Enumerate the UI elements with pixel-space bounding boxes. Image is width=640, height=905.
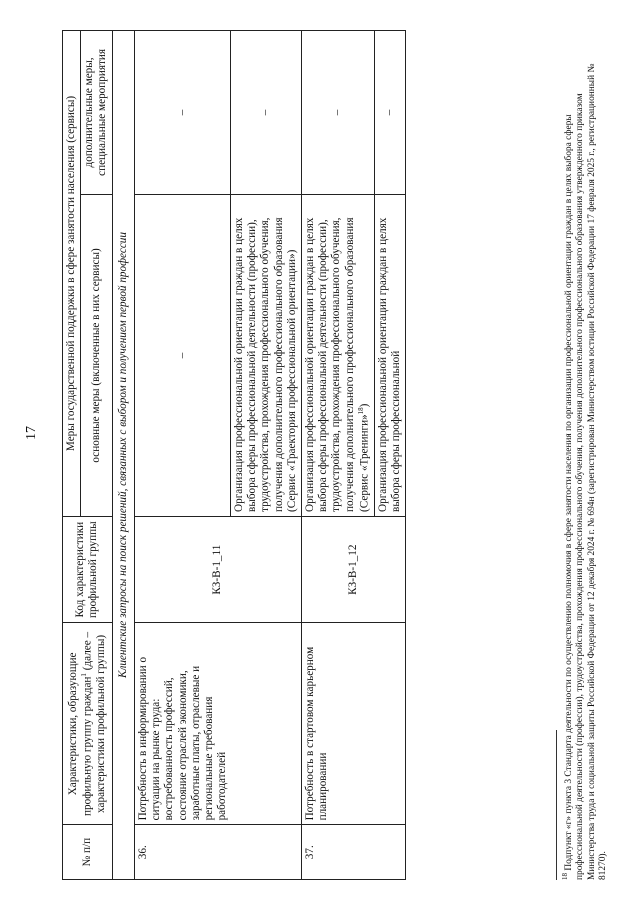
section-row	[112, 31, 134, 880]
footnote-text: Подпункт «г» пункта 3 Стандарта деятельности по осуществлению полномочия в сфере занятости населения по организации профессиональной ориентации граждан в целях выбора сферы профессиональной деятельности (профессии), трудоустройства, прохождения профессионального обучения, получения дополнительного профессионального образования утвержденного приказом Министерства труда и социальной защиты Российской Федерации от 12 декабря 2024 г. № 694н (зарегистрирован Министерством юстиции Российской Федерации 17 февраля 2025 г., регистрационный № 81270).	[564, 63, 608, 880]
table-row	[301, 31, 374, 880]
row-main-measure: Организация профессиональной ориентации граждан в целях выбора сферы профессиональной деятельности (профессии), трудоустройства, прохождения профессионального обучения, получения дополнительного профессионального образования (Сервис «Траектория профессиональной ориентации»)	[230, 194, 301, 516]
section-title: Клиентские запросы на поиск решений, связанных с выбором и получением первой профессии	[112, 31, 134, 880]
row-characteristic: Потребность в стартовом карьерном планировании	[301, 623, 405, 825]
row-main-measure: –	[134, 194, 230, 516]
row-characteristic: Потребность в информировании о ситуации на рынке труда: востребованность профессий, состояние отраслей экономики, заработные платы, отраслевые и региональные требования работодателей	[134, 623, 301, 825]
row-code: КЗ-В-1_11	[134, 516, 301, 622]
row-number: 37.	[301, 825, 405, 880]
row-code: КЗ-В-1_12	[301, 516, 405, 622]
row-extra-measure: –	[301, 31, 374, 195]
header-code: Код характеристики профильной группы	[63, 516, 113, 622]
row-main-end: )	[358, 403, 371, 408]
header-extra-measures: дополнительные меры, специальные мероприятия	[81, 31, 112, 195]
header-main-measures: основные меры (включенные в них сервисы)	[81, 194, 112, 516]
row-main-measure	[301, 194, 374, 516]
footnote-ref-18: 18	[356, 407, 365, 415]
header-characteristics-sub: (далее – характеристики профильной группы)	[81, 631, 107, 813]
table-row	[134, 31, 230, 880]
footnote-ref-1: 1	[79, 673, 88, 677]
header-measures: Меры государственной поддержки в сфере занятости населения (сервисы)	[63, 31, 81, 517]
measures-table	[62, 30, 406, 880]
row-number: 36.	[134, 825, 301, 880]
header-row-1	[63, 31, 81, 880]
footnote-mark: 18	[561, 873, 569, 880]
header-characteristics	[63, 623, 113, 825]
rotated-table-container	[62, 30, 542, 880]
row-extra-measure: –	[230, 31, 301, 195]
header-number: № п/п	[63, 825, 113, 880]
footnote-divider	[556, 730, 557, 880]
header-characteristics-text: Характеристики, образующие профильную группу граждан	[66, 652, 94, 816]
footnote	[556, 40, 609, 880]
row-main-text: Организация профессиональной ориентации граждан в целях выбора сферы профессиональной деятельности (профессии), трудоустройства, прохождения профессионального обучения, получения дополнительного профессионального образования (Сервис «Тренинги»	[303, 217, 371, 512]
row-main-measure: Организация профессиональной ориентации граждан в целях выбора сферы профессиональной	[374, 194, 405, 516]
page-number: 17	[24, 426, 39, 440]
row-extra-measure: –	[134, 31, 230, 195]
row-extra-measure: –	[374, 31, 405, 195]
